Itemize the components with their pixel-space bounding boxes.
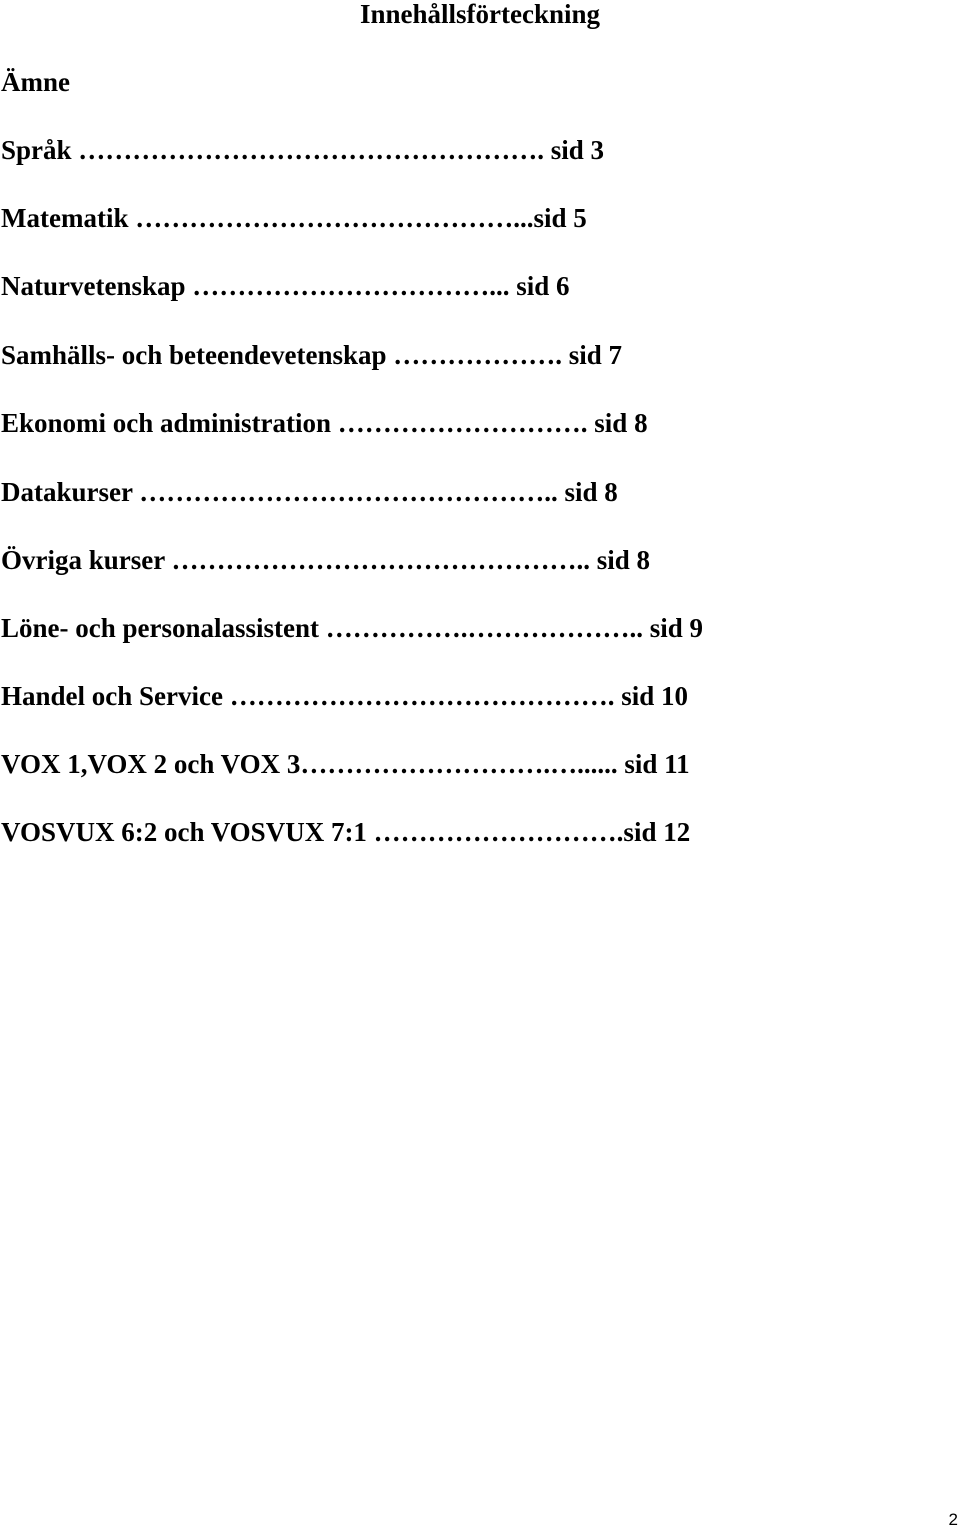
toc-entry-sprak: Språk ……………………………………………. sid 3 — [1, 135, 605, 165]
toc-entry-samhalls: Samhälls- och beteendevetenskap ………………. sid 7 — [1, 340, 623, 370]
toc-entry-vox: VOX 1,VOX 2 och VOX 3……………………….…...... sid 11 — [1, 749, 690, 779]
toc-entry-vosvux: VOSVUX 6:2 och VOSVUX 7:1 ……………………….sid 12 — [1, 817, 691, 847]
toc-entry-lone: Löne- och personalassistent …………….……………….. sid 9 — [1, 613, 704, 643]
toc-entry-handel: Handel och Service ……………………………………. sid 10 — [1, 681, 688, 711]
toc-entry-ovriga: Övriga kurser ……………………………………….. sid 8 — [1, 545, 651, 575]
toc-entry-matematik: Matematik ……………………………………...sid 5 — [1, 203, 587, 233]
toc-entry-naturvetenskap: Naturvetenskap ……………………………... sid 6 — [1, 271, 570, 301]
toc-entry-ekonomi: Ekonomi och administration ………………………. sid 8 — [1, 408, 648, 438]
toc-title: Innehållsförteckning — [359, 0, 601, 29]
page-number: 2 — [948, 1510, 958, 1529]
toc-entry-datakurser: Datakurser ……………………………………….. sid 8 — [1, 477, 618, 507]
subject-heading: Ämne — [1, 67, 70, 97]
